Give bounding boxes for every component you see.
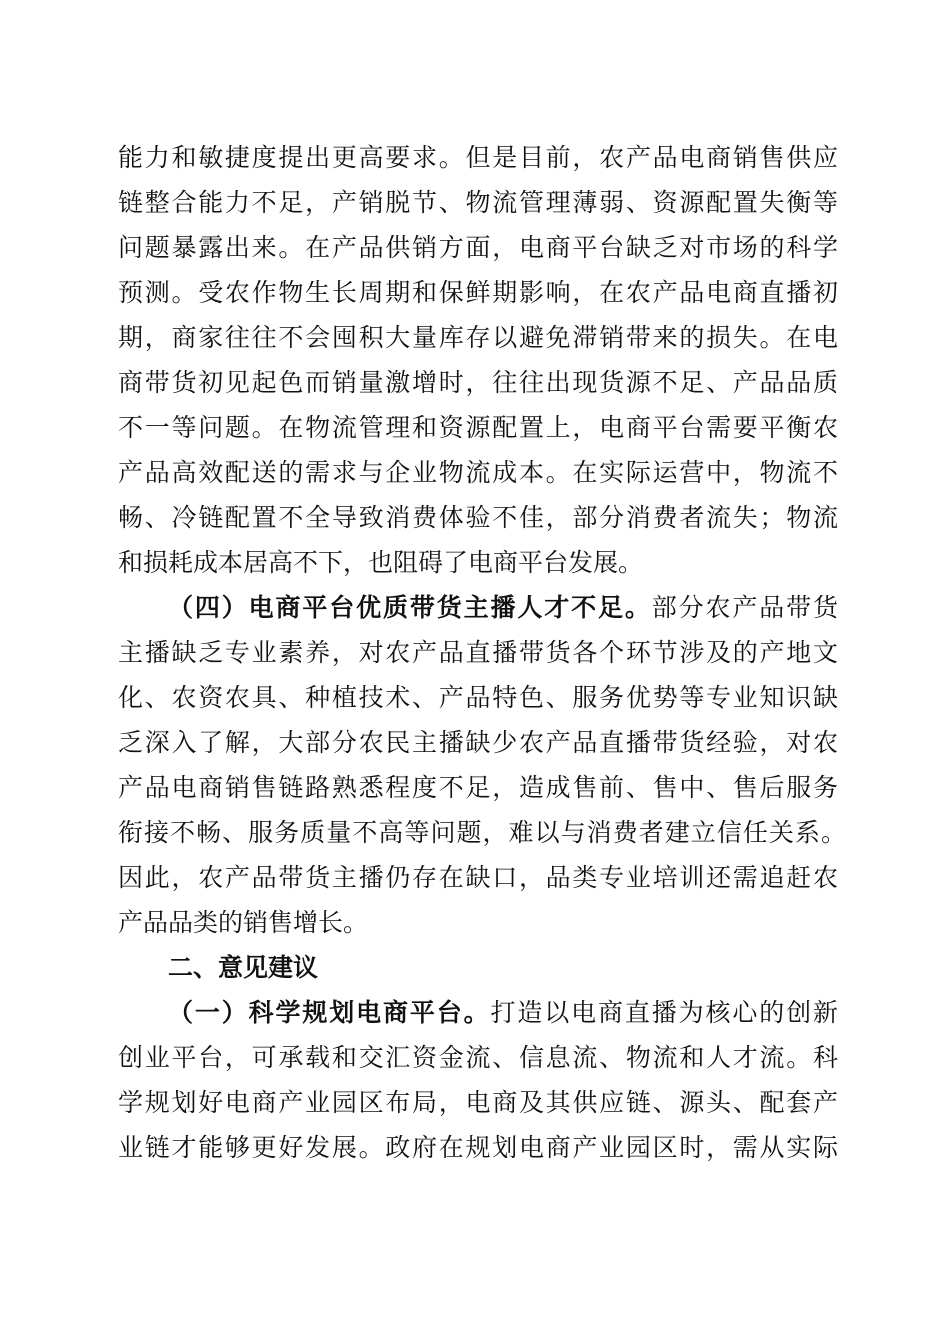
subsection-one-heading: （一）科学规划电商平台。 [168,998,491,1027]
paragraph-line: 和损耗成本居高不下，也阻碍了电商平台发展。 [118,548,644,577]
subsection-one-text: 打造以电商直播为核心的创新 [490,998,838,1027]
paragraph-line: 乏深入了解，大部分农民主播缺少农产品直播带货经验，对农 [118,728,838,757]
paragraph-line: 衔接不畅、服务质量不高等问题，难以与消费者建立信任关系。 [118,818,846,847]
paragraph-line: 产品高效配送的需求与企业物流成本。在实际运营中，物流不 [118,458,838,487]
paragraph-line: 链整合能力不足，产销脱节、物流管理薄弱、资源配置失衡等 [118,188,838,217]
paragraph-line: 主播缺乏专业素养，对农产品直播带货各个环节涉及的产地文 [118,638,838,667]
paragraph-line: 业链才能够更好发展。政府在规划电商产业园区时，需从实际 [118,1133,838,1162]
paragraph-line: 因此，农产品带货主播仍存在缺口，品类专业培训还需追赶农 [118,863,838,892]
paragraph-line: 化、农资农具、种植技术、产品特色、服务优势等专业知识缺 [118,683,838,712]
section-title: 二、意见建议 [168,953,319,982]
paragraph-line: 产品电商销售链路熟悉程度不足，造成售前、售中、售后服务 [118,773,838,802]
paragraph-line: 学规划好电商产业园区布局，电商及其供应链、源头、配套产 [118,1088,838,1117]
paragraph-line: 商带货初见起色而销量激增时，往往出现货源不足、产品品质 [118,368,838,397]
paragraph-line: 产品品类的销售增长。 [118,908,369,937]
subsection-one-first-line [168,996,838,1030]
section-four-first-line [168,591,838,625]
section-four-text: 部分农产品带货 [651,593,838,622]
paragraph-line: 创业平台，可承载和交汇资金流、信息流、物流和人才流。科 [118,1043,838,1072]
paragraph-line: 不一等问题。在物流管理和资源配置上，电商平台需要平衡农 [118,413,838,442]
section-four-heading: （四）电商平台优质带货主播人才不足。 [168,593,652,622]
paragraph-line: 问题暴露出来。在产品供销方面，电商平台缺乏对市场的科学 [118,233,838,262]
paragraph-line: 期，商家往往不会囤积大量库存以避免滞销带来的损失。在电 [118,323,838,352]
paragraph-line: 能力和敏捷度提出更高要求。但是目前，农产品电商销售供应 [118,143,838,172]
paragraph-line: 畅、冷链配置不全导致消费体验不佳，部分消费者流失；物流 [118,503,838,532]
paragraph-line: 预测。受农作物生长周期和保鲜期影响，在农产品电商直播初 [118,278,838,307]
